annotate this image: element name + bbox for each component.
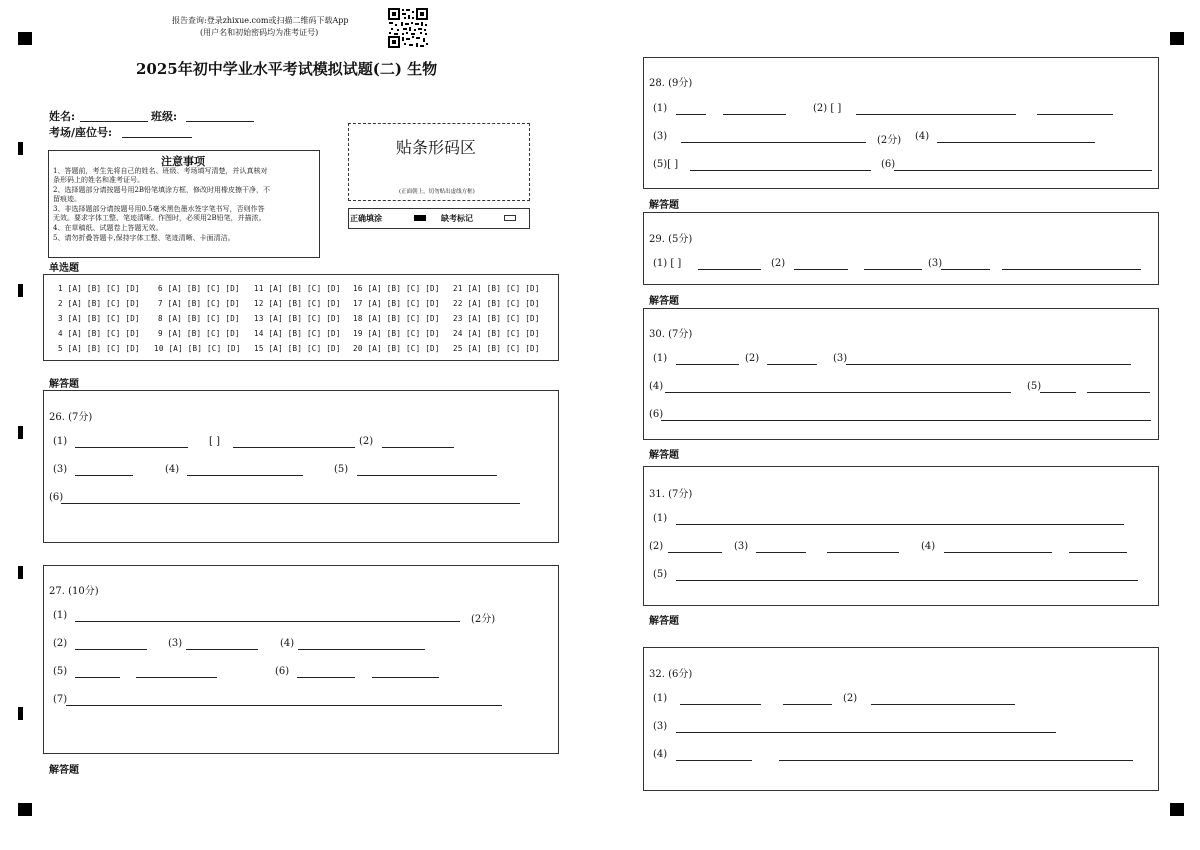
q29-answer-3a[interactable] (941, 269, 990, 270)
question-32-box (643, 647, 1159, 791)
q29-answer-2b[interactable] (864, 269, 922, 270)
question-28-title: 28. (9分) (649, 78, 693, 89)
q26-answer-3[interactable] (75, 475, 133, 476)
notice-item: 4、在草稿纸、试题卷上答题无效。 (53, 224, 163, 232)
q27-label-1: (1) (53, 610, 68, 621)
q27-label-6: (6) (275, 666, 290, 677)
q26-bracket: [ ] (209, 436, 220, 447)
choice-item[interactable]: 1 [A] [B] [C] [D] (58, 284, 140, 293)
notice-item: 留痕迹。 (53, 195, 81, 203)
q32-answer-4a[interactable] (676, 760, 752, 761)
q27-label-4: (4) (280, 638, 295, 649)
q26-answer-1b[interactable] (233, 447, 355, 448)
question-29-title: 29. (5分) (649, 234, 693, 245)
q30-label-3: (3) (833, 353, 848, 364)
question-26-title: 26. (7分) (49, 412, 93, 423)
section-label: 解答题 (649, 616, 679, 627)
choice-item[interactable]: 8 [A] [B] [C] [D] (158, 314, 240, 323)
qr-code-icon (387, 7, 429, 49)
section-label: 解答题 (649, 450, 679, 461)
choice-item[interactable]: 3 [A] [B] [C] [D] (58, 314, 140, 323)
seat-field[interactable] (122, 137, 192, 138)
q27-answer-5a[interactable] (75, 677, 120, 678)
page-title: 2025年初中学业水平考试模拟试题(二) 生物 (136, 60, 438, 78)
choice-item[interactable]: 17 [A] [B] [C] [D] (353, 299, 440, 308)
timing-mark (18, 426, 23, 439)
q28-answer-5[interactable] (690, 170, 871, 171)
q32-label-4: (4) (653, 749, 668, 760)
choice-item[interactable]: 5 [A] [B] [C] [D] (58, 344, 140, 353)
q31-answer-1[interactable] (676, 524, 1124, 525)
section-label: 解答题 (49, 379, 79, 390)
choice-item[interactable]: 6 [A] [B] [C] [D] (158, 284, 240, 293)
question-26-box (43, 390, 559, 543)
single-choice-box (43, 274, 559, 361)
q28-answer-3[interactable] (681, 142, 866, 143)
question-32-title: 32. (6分) (649, 669, 693, 680)
name-field[interactable] (80, 121, 148, 122)
q30-answer-4[interactable] (665, 392, 1011, 393)
q27-answer-2[interactable] (75, 649, 147, 650)
q27-answer-6a[interactable] (297, 677, 355, 678)
q27-answer-3[interactable] (186, 649, 258, 650)
q27-answer-4[interactable] (298, 649, 425, 650)
question-27-box (43, 565, 559, 754)
choice-item[interactable]: 10 [A] [B] [C] [D] (154, 344, 241, 353)
choice-item[interactable]: 7 [A] [B] [C] [D] (158, 299, 240, 308)
timing-mark (18, 566, 23, 579)
notice-title: 注意事项 (161, 155, 205, 168)
q31-answer-4a[interactable] (944, 552, 1052, 553)
name-label: 姓名: (49, 110, 76, 123)
section-label: 解答题 (649, 200, 679, 211)
q28-label-3: (3) (653, 131, 668, 142)
q26-answer-6[interactable] (61, 503, 520, 504)
choice-item[interactable]: 19 [A] [B] [C] [D] (353, 329, 440, 338)
notice-item: 条形码上的姓名和准考证号。 (53, 176, 144, 184)
corner-mark-bottom-left (18, 803, 32, 816)
q32-answer-2[interactable] (871, 704, 1015, 705)
class-field[interactable] (186, 121, 254, 122)
single-choice-label: 单选题 (49, 263, 79, 274)
q29-label-2: (2) (771, 258, 786, 269)
section-label: 解答题 (649, 296, 679, 307)
choice-item[interactable]: 13 [A] [B] [C] [D] (254, 314, 341, 323)
choice-item[interactable]: 4 [A] [B] [C] [D] (58, 329, 140, 338)
q32-label-3: (3) (653, 721, 668, 732)
barcode-area (348, 123, 530, 201)
q32-label-1: (1) (653, 693, 668, 704)
choice-item[interactable]: 23 [A] [B] [C] [D] (453, 314, 540, 323)
corner-mark-top-right (1170, 32, 1184, 45)
q30-label-2: (2) (745, 353, 760, 364)
q26-label-5: (5) (334, 464, 349, 475)
choice-item[interactable]: 20 [A] [B] [C] [D] (353, 344, 440, 353)
q29-answer-2a[interactable] (794, 269, 848, 270)
q27-answer-6b[interactable] (372, 677, 439, 678)
q28-answer-6[interactable] (894, 170, 1152, 171)
timing-mark (18, 142, 23, 155)
q31-answer-4b[interactable] (1069, 552, 1127, 553)
q26-label-6: (6) (49, 492, 64, 503)
q31-answer-3a[interactable] (756, 552, 806, 553)
q26-label-4: (4) (165, 464, 180, 475)
q27-label-2: (2) (53, 638, 68, 649)
q27-label-5: (5) (53, 666, 68, 677)
q28-answer-2b[interactable] (1037, 114, 1113, 115)
notice-item: 5、请勿折叠答题卡,保持字体工整、笔迹清晰、卡面清洁。 (53, 234, 235, 242)
barcode-note: (正面朝上，切勿贴出虚线方框) (399, 189, 475, 195)
q30-answer-3[interactable] (846, 364, 1131, 365)
q31-answer-5[interactable] (676, 580, 1138, 581)
report-note-line2: (用户名和初始密码均为准考证号) (200, 28, 319, 37)
q32-answer-1b[interactable] (783, 704, 832, 705)
q28-label-6: (6) (881, 159, 896, 170)
q27-label-7: (7) (53, 694, 68, 705)
q29-label-3: (3) (928, 258, 943, 269)
q31-label-2: (2) (649, 541, 664, 552)
q30-answer-1[interactable] (676, 364, 739, 365)
q30-label-6: (6) (649, 409, 664, 420)
seat-label: 考场/座位号: (49, 126, 113, 139)
question-27-title: 27. (10分) (49, 586, 99, 597)
q27-answer-7[interactable] (66, 705, 502, 706)
q29-answer-1[interactable] (698, 269, 761, 270)
notice-item: 2、选择题部分请按题号用2B铅笔填涂方框，修改时用橡皮擦干净，不 (53, 186, 271, 194)
q26-answer-5[interactable] (357, 475, 497, 476)
q26-label-2: (2) (359, 436, 374, 447)
q28-label-4: (4) (915, 131, 930, 142)
choice-item[interactable]: 25 [A] [B] [C] [D] (453, 344, 540, 353)
q29-label-1: (1) [ ] (653, 258, 682, 269)
q32-answer-3[interactable] (676, 732, 1056, 733)
q26-answer-2[interactable] (382, 447, 454, 448)
q31-label-4: (4) (921, 541, 936, 552)
q28-score-3: (2分) (877, 135, 902, 146)
q28-answer-1b[interactable] (723, 114, 786, 115)
choice-item[interactable]: 22 [A] [B] [C] [D] (453, 299, 540, 308)
choice-item[interactable]: 2 [A] [B] [C] [D] (58, 299, 140, 308)
question-30-title: 30. (7分) (649, 329, 693, 340)
question-29-box (643, 212, 1159, 285)
q27-answer-5b[interactable] (136, 677, 217, 678)
q32-label-2: (2) (843, 693, 858, 704)
q28-answer-4[interactable] (937, 142, 1095, 143)
q32-answer-4b[interactable] (779, 760, 1133, 761)
q26-answer-1a[interactable] (75, 447, 188, 448)
q30-label-1: (1) (653, 353, 668, 364)
choice-item[interactable]: 9 [A] [B] [C] [D] (158, 329, 240, 338)
question-31-box (643, 466, 1159, 606)
choice-item[interactable]: 12 [A] [B] [C] [D] (254, 299, 341, 308)
choice-item[interactable]: 16 [A] [B] [C] [D] (353, 284, 440, 293)
notice-item: 3、非选择题部分请按题号用0.5毫米黑色墨水签字笔书写，否则作答 (53, 205, 265, 213)
fill-legend (348, 208, 530, 229)
section-label: 解答题 (49, 765, 79, 776)
barcode-title: 贴条形码区 (396, 138, 477, 157)
class-label: 班级: (151, 110, 178, 123)
q27-label-3: (3) (168, 638, 183, 649)
q28-label-2: (2) [ ] (813, 103, 842, 114)
q26-label-1: (1) (53, 436, 68, 447)
q27-answer-1[interactable] (75, 621, 460, 622)
q27-score-1: (2分) (471, 614, 496, 625)
absent-mark-box[interactable] (504, 215, 516, 221)
q30-label-5: (5) (1027, 381, 1042, 392)
q31-label-5: (5) (653, 569, 668, 580)
notice-item: 无效。要求字体工整、笔迹清晰。作图时，必须用2B铅笔，并描浓。 (53, 214, 266, 222)
q30-answer-6[interactable] (661, 420, 1151, 421)
timing-mark (18, 284, 23, 297)
q29-answer-3b[interactable] (1002, 269, 1141, 270)
q26-label-3: (3) (53, 464, 68, 475)
absent-mark-label: 缺考标记 (441, 213, 473, 223)
report-note-line1: 报告查询:登录zhixue.com或扫描二维码下载App (172, 16, 349, 25)
question-31-title: 31. (7分) (649, 489, 693, 500)
q32-answer-1a[interactable] (680, 704, 761, 705)
q28-label-1: (1) (653, 103, 668, 114)
q31-label-1: (1) (653, 513, 668, 524)
q28-answer-2a[interactable] (856, 114, 1016, 115)
q30-answer-2[interactable] (767, 364, 817, 365)
timing-mark (18, 707, 23, 720)
notice-box (48, 150, 320, 258)
q26-answer-4[interactable] (187, 475, 303, 476)
q30-answer-5a[interactable] (1040, 392, 1076, 393)
choice-item[interactable]: 11 [A] [B] [C] [D] (254, 284, 341, 293)
choice-item[interactable]: 18 [A] [B] [C] [D] (353, 314, 440, 323)
choice-item[interactable]: 15 [A] [B] [C] [D] (254, 344, 341, 353)
corner-mark-bottom-right (1170, 803, 1184, 816)
q31-label-3: (3) (734, 541, 749, 552)
q28-label-5: (5)[ ] (653, 159, 679, 170)
q31-answer-3b[interactable] (827, 552, 899, 553)
choice-item[interactable]: 14 [A] [B] [C] [D] (254, 329, 341, 338)
filled-mark-example (414, 215, 426, 221)
corner-mark-top-left (18, 32, 32, 45)
choice-item[interactable]: 21 [A] [B] [C] [D] (453, 284, 540, 293)
choice-item[interactable]: 24 [A] [B] [C] [D] (453, 329, 540, 338)
q31-answer-2[interactable] (668, 552, 722, 553)
fill-legend-label: 正确填涂 (350, 213, 382, 223)
q30-label-4: (4) (649, 381, 664, 392)
q28-answer-1a[interactable] (676, 114, 706, 115)
q30-answer-5b[interactable] (1087, 392, 1150, 393)
notice-item: 1、答题前，考生先将自己的姓名、班级、考场填写清楚，并认真核对 (53, 167, 268, 175)
